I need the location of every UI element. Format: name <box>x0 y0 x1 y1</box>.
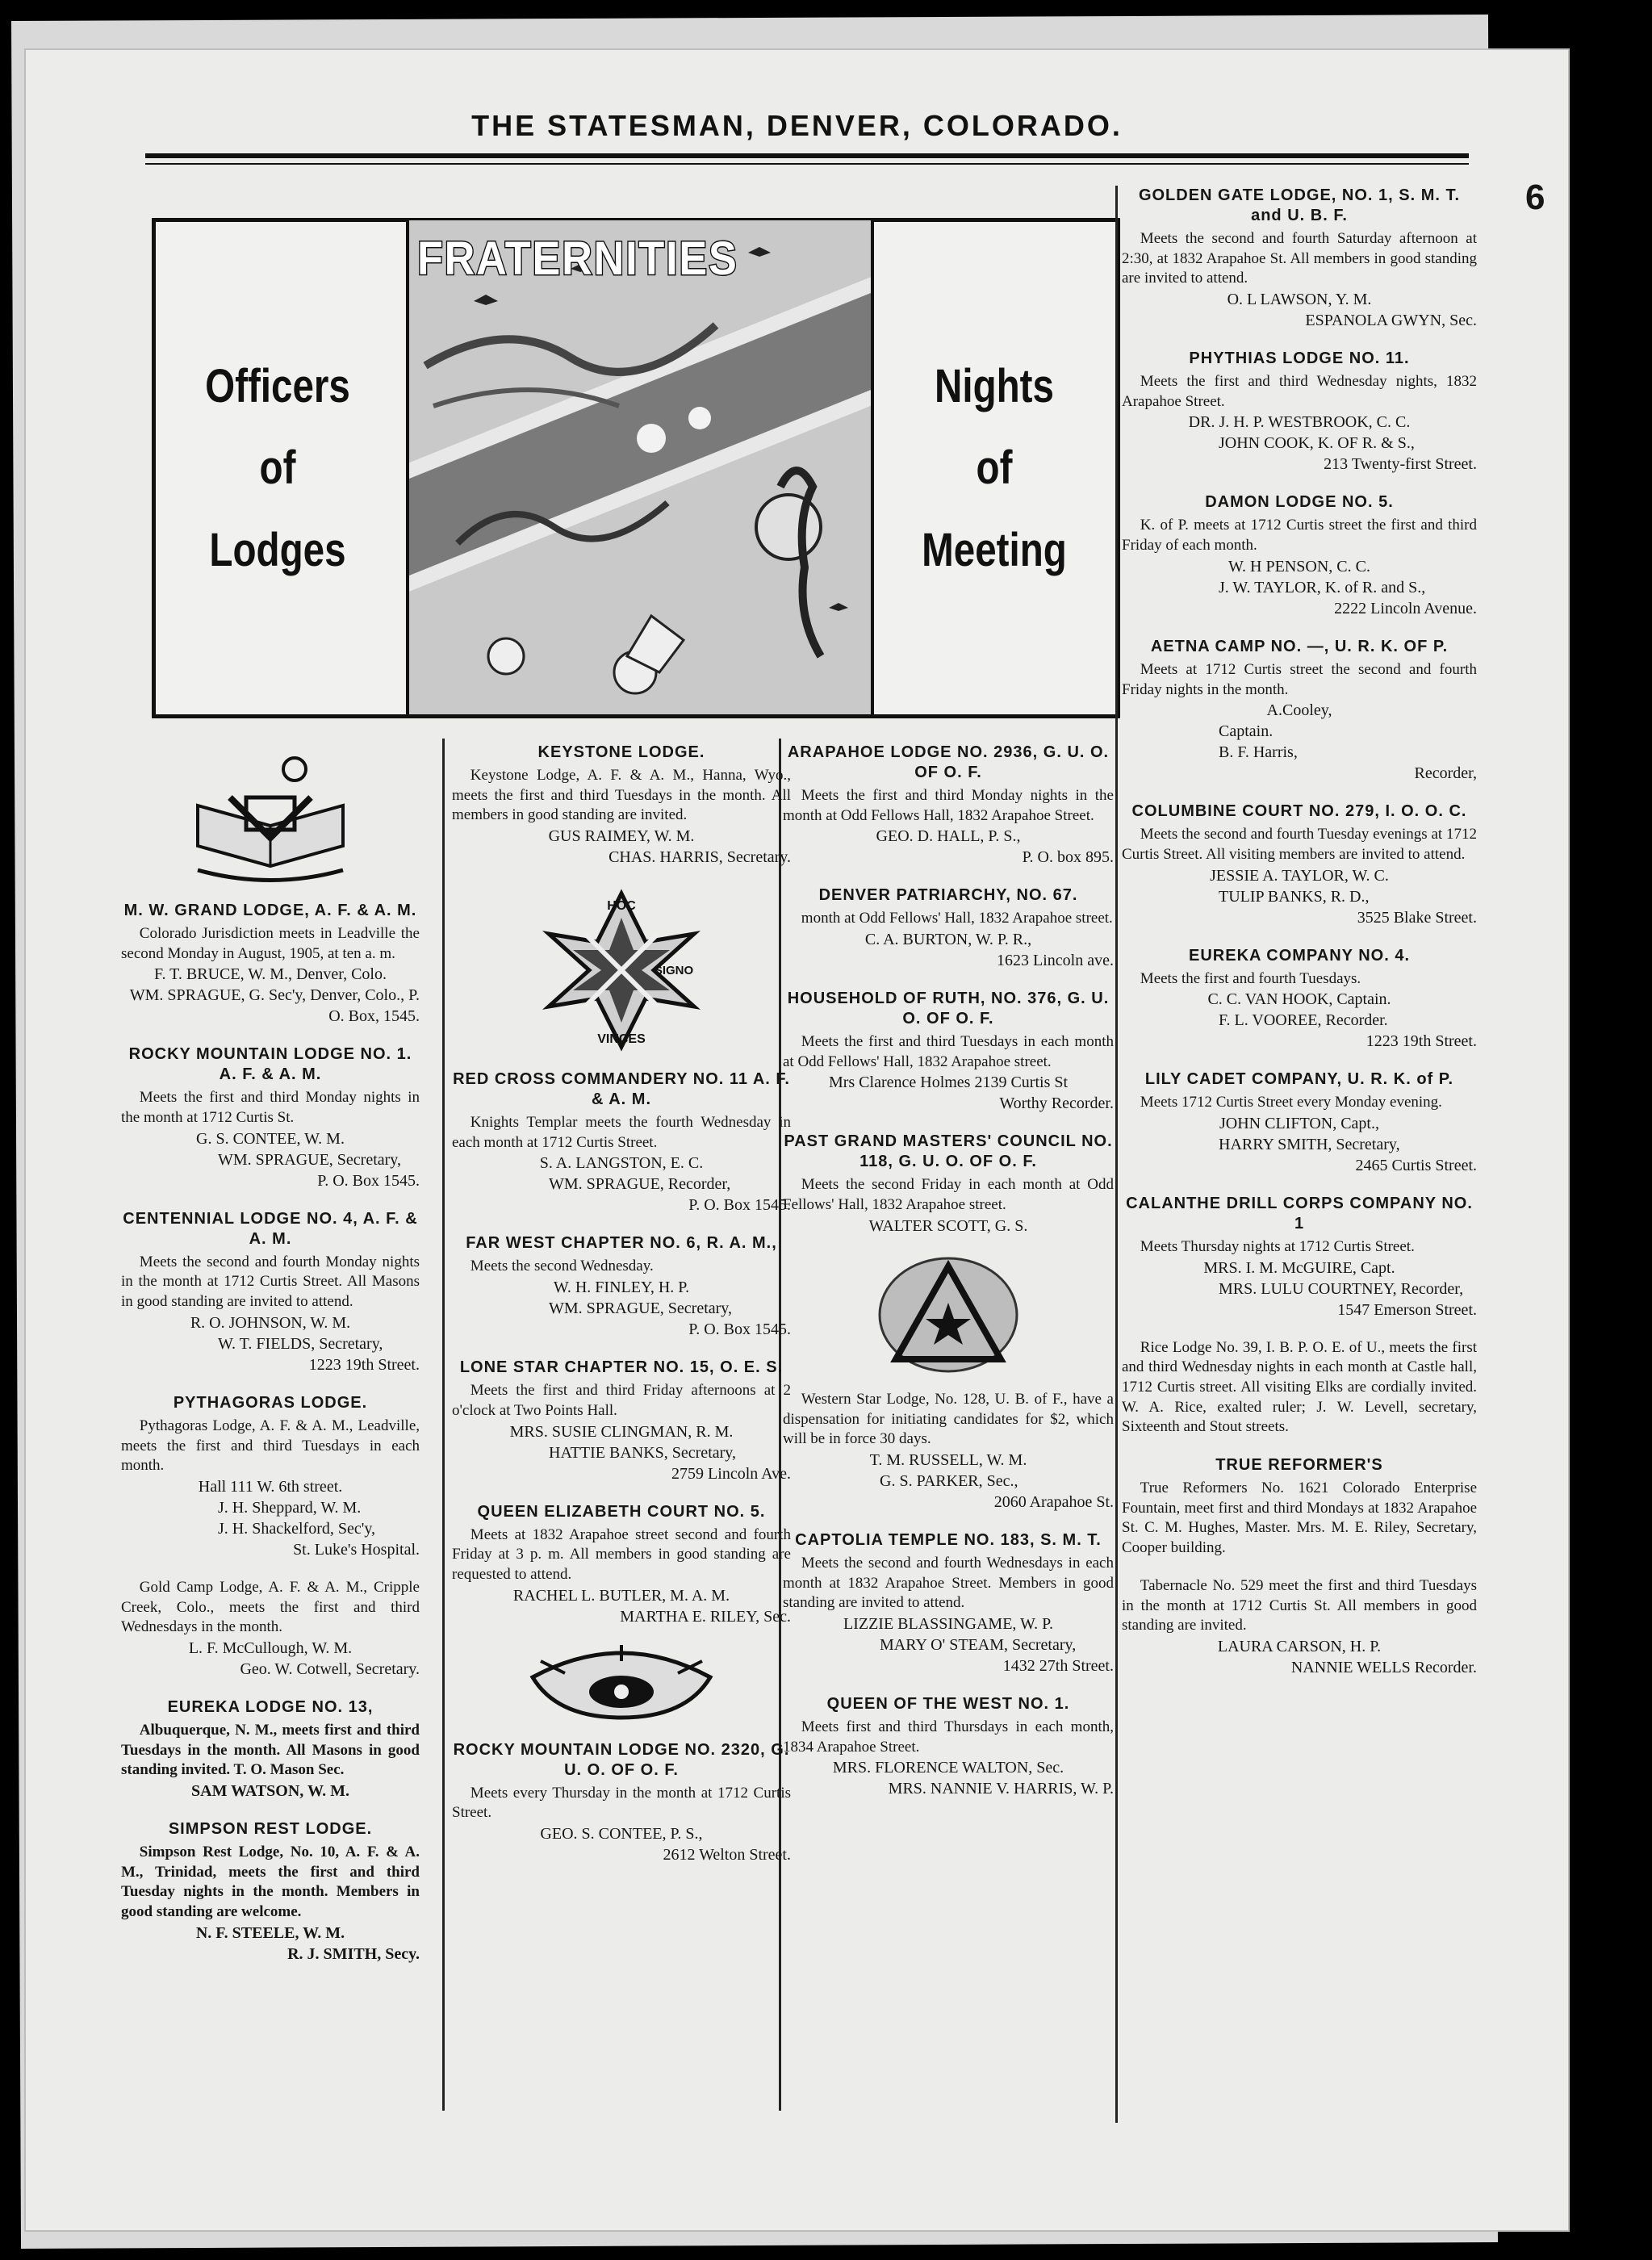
lodge-notice <box>452 743 791 868</box>
officer-signature: J. H. Shackelford, Sec'y, <box>218 1519 376 1538</box>
officer-signature: WM. SPRAGUE, Recorder, <box>549 1175 731 1194</box>
open-book-square-compass-icon <box>182 749 359 886</box>
officer-signature: RACHEL L. BUTLER, M. A. M. <box>512 1586 730 1605</box>
officer-signature: A.Cooley, <box>1266 701 1332 720</box>
officer-signature: 2222 Lincoln Avenue. <box>1334 599 1477 617</box>
notice-title: DENVER PATRIARCHY, NO. 67. <box>818 886 1078 905</box>
notice-body: K. of P. meets at 1712 Curtis street the first and third Friday of each month. <box>1122 517 1477 555</box>
officer-signature: 2465 Curtis Street. <box>1355 1156 1477 1174</box>
officer-signature: 1623 Lincoln ave. <box>997 952 1114 970</box>
officer-signature: G. S. CONTEE, W. M. <box>196 1129 345 1148</box>
notice-title: M. W. GRAND LODGE, A. F. & A. M. <box>123 902 417 919</box>
lodge-notice <box>1122 1194 1477 1320</box>
notice-title: QUEEN OF THE WEST NO. 1. <box>826 1694 1070 1713</box>
lodge-notice <box>783 1694 1114 1799</box>
officer-signature: G. S. PARKER, Sec., <box>880 1471 1018 1490</box>
lodge-notice <box>452 1740 791 1865</box>
lodge-notice <box>1122 1338 1477 1438</box>
lodge-notice <box>783 885 1114 971</box>
notice-body: month at Odd Fellows' Hall, 1832 Arapahoe street. <box>801 910 1113 927</box>
notice-body: Meets Thursday nights at 1712 Curtis Street. <box>1140 1237 1415 1255</box>
lodge-notice <box>452 1502 791 1627</box>
officer-signature: O. L LAWSON, Y. M. <box>1227 291 1372 309</box>
officer-signature: WM. SPRAGUE, Secretary, <box>549 1300 733 1318</box>
notice-title: CENTENNIAL LODGE NO. 4, A. F. & A. M. <box>123 1209 418 1248</box>
notice-body: Meets every Thursday in the month at 1712 Curtis Street. <box>452 1784 791 1822</box>
lodge-notice <box>121 1578 420 1680</box>
cross-motto-word: VINCES <box>597 1032 646 1047</box>
officer-signature: MRS. NANNIE V. HARRIS, W. P. <box>888 1780 1114 1798</box>
officer-signature: 2060 Arapahoe St. <box>993 1492 1114 1511</box>
lodge-notice <box>783 1530 1114 1676</box>
notice-body: Meets the second and fourth Monday nights in the month at 1712 Curtis Street. All Masons in good standing are invited to attend. <box>121 1253 420 1311</box>
column-2 <box>452 743 791 2220</box>
notice-title: EUREKA LODGE NO. 13, <box>167 1697 374 1716</box>
lodge-notice <box>452 1069 791 1216</box>
officer-signature: W. H PENSON, C. C. <box>1228 557 1370 575</box>
banner-left-text <box>178 222 378 714</box>
banner-right-line: Nights <box>935 359 1054 412</box>
notice-body: True Reformers No. 1621 Colorado Enterprise Fountain, meet first and third Mondays at 1832 Arapahoe St. C. M. Hughes, Master. Mrs. M. E. Riley, Secretary, Cooper building. <box>1122 1479 1477 1557</box>
officer-signature: L. F. McCullough, W. M. <box>188 1638 353 1657</box>
notice-body: Meets 1712 Curtis Street every Monday evening. <box>1140 1094 1442 1111</box>
notice-title: SIMPSON REST LODGE. <box>168 1820 373 1838</box>
lodge-notice <box>121 1044 420 1191</box>
notice-body: Meets the first and third Friday afternoons at 2 o'clock at Two Points Hall. <box>452 1382 791 1419</box>
officer-signature: JESSIE A. TAYLOR, W. C. <box>1210 866 1389 885</box>
notice-body: Albuquerque, N. M., meets first and third Tuesdays in the month. All Masons in good standing invited. T. O. Mason Sec. <box>121 1721 420 1779</box>
notice-body: Colorado Jurisdiction meets in Leadville the second Monday in August, 1905, at ten a. m. <box>121 925 420 962</box>
officer-signature: J. W. TAYLOR, K. of R. and S., <box>1219 578 1426 596</box>
page-number: 6 <box>1525 178 1545 217</box>
officer-signature: MARTHA E. RILEY, Sec. <box>620 1607 791 1626</box>
banner-left-line: Officers <box>205 359 350 412</box>
lodge-notice <box>452 1358 791 1484</box>
officer-signature: N. F. STEELE, W. M. <box>195 1923 345 1942</box>
officer-signature: NANNIE WELLS Recorder. <box>1290 1658 1477 1676</box>
notice-body: Gold Camp Lodge, A. F. & A. M., Cripple Creek, Colo., meets the first and third Wednesdays in the month. <box>121 1578 420 1636</box>
officer-signature: Geo. W. Cotwell, Secretary. <box>240 1659 420 1678</box>
lodge-notice <box>783 989 1114 1114</box>
officer-signature: MRS. FLORENCE WALTON, Sec. <box>832 1759 1064 1777</box>
masthead: THE STATESMAN, DENVER, COLORADO. <box>471 109 1123 142</box>
notice-title: ROCKY MOUNTAIN LODGE NO. 2320, G. U. O. OF O. F. <box>453 1740 790 1779</box>
column-rule <box>1115 186 1118 2123</box>
illustration-drawing <box>409 220 871 714</box>
officer-signature: 1223 19th Street. <box>308 1355 420 1374</box>
cross-motto-word: HOC <box>607 899 636 914</box>
notice-body: Meets the first and third Monday nights in the month at 1712 Curtis St. <box>121 1089 420 1127</box>
notice-title: PHYTHIAS LODGE NO. 11. <box>1189 349 1410 368</box>
notice-title: ROCKY MOUNTAIN LODGE NO. 1. A. F. & A. M. <box>128 1045 412 1084</box>
notice-title: LILY CADET COMPANY, U. R. K. of P. <box>1144 1070 1454 1089</box>
lodge-notice <box>121 901 420 1027</box>
officer-signature: LIZZIE BLASSINGAME, W. P. <box>843 1614 1053 1633</box>
cross-motto-word: SIGNO <box>654 964 694 978</box>
lodge-notice <box>1122 1455 1477 1559</box>
notice-body: Meets the second and fourth Wednesdays in each month at 1832 Arapahoe Street. Members in good standing are invited to attend. <box>783 1554 1114 1612</box>
lodge-notice <box>783 1132 1114 1236</box>
officer-signature: LAURA CARSON, H. P. <box>1217 1637 1382 1655</box>
lodge-notice <box>783 1390 1114 1513</box>
officer-signature: 213 Twenty-first Street. <box>1324 455 1477 474</box>
banner-left-line: Lodges <box>209 523 346 576</box>
officer-signature: P. O. Box 1545. <box>317 1171 420 1190</box>
officer-signature: GEO. S. CONTEE, P. S., <box>540 1824 703 1843</box>
officer-signature: C. A. BURTON, W. P. R., <box>864 931 1032 949</box>
lodge-notice <box>1122 1576 1477 1678</box>
notice-body: Western Star Lodge, No. 128, U. B. of F., have a dispensation for initiating candidates for $2, which will be in force 30 days. <box>783 1390 1114 1448</box>
officer-signature: JOHN CLIFTON, Capt., <box>1219 1114 1379 1132</box>
officer-signature: MARY O' STEAM, Secretary, <box>880 1635 1077 1654</box>
lodge-notice <box>452 1233 791 1340</box>
notice-title: PAST GRAND MASTERS' COUNCIL NO. 118, G. U. O. OF O. F. <box>784 1132 1113 1171</box>
officer-signature: WALTER SCOTT, G. S. <box>868 1216 1028 1235</box>
notice-body: Keystone Lodge, A. F. & A. M., Hanna, Wyo., meets the first and third Tuesdays in the month. All members in good standing are invited. <box>452 767 791 824</box>
officer-signature: Captain. <box>1219 722 1274 741</box>
notice-body: Tabernacle No. 529 meet the first and third Tuesdays in the month at 1712 Curtis St. All members in good standing are invited. <box>1122 1576 1477 1634</box>
officer-signature: 1223 19th Street. <box>1366 1032 1477 1051</box>
column-3 <box>783 743 1114 2220</box>
notice-body: Meets the second and fourth Saturday afternoon at 2:30, at 1832 Arapahoe St. All members in good standing are invited to attend. <box>1122 230 1477 287</box>
officer-signature: JOHN COOK, K. OF R. & S., <box>1219 434 1415 453</box>
officer-signature: DR. J. H. P. WESTBROOK, C. C. <box>1188 413 1411 432</box>
banner-right-text <box>894 222 1094 714</box>
notice-title: COLUMBINE COURT NO. 279, I. O. O. C. <box>1131 802 1467 821</box>
notice-title: FAR WEST CHAPTER NO. 6, R. A. M., <box>466 1234 777 1253</box>
officer-signature: MRS. SUSIE CLINGMAN, R. M. <box>509 1422 734 1441</box>
officer-signature: Worthy Recorder. <box>999 1094 1114 1113</box>
notice-body: Meets the first and third Tuesdays in each month at Odd Fellows' Hall, 1832 Arapahoe street. <box>783 1033 1114 1070</box>
officer-signature: SAM WATSON, W. M. <box>191 1782 349 1800</box>
illustration-title: FRATERNITIES <box>417 232 738 285</box>
officer-signature: Mrs Clarence Holmes 2139 Curtis St <box>828 1074 1069 1092</box>
column-1 <box>121 743 420 2220</box>
officer-signature: 2612 Welton Street. <box>663 1845 791 1864</box>
notice-title: PYTHAGORAS LODGE. <box>173 1393 368 1412</box>
notice-title: CALANTHE DRILL CORPS COMPANY NO. 1 <box>1126 1194 1473 1233</box>
notice-title: QUEEN ELIZABETH COURT NO. 5. <box>477 1502 766 1521</box>
lodge-notice <box>1122 349 1477 475</box>
officer-signature: S. A. LANGSTON, E. C. <box>539 1154 704 1173</box>
officer-signature: GEO. D. HALL, P. S., <box>876 827 1021 846</box>
fraternities-banner <box>152 218 1120 718</box>
officer-signature: F. T. BRUCE, W. M., Denver, Colo. <box>154 965 387 984</box>
banner-illustration <box>406 220 874 714</box>
notice-body: Meets the second Friday in each month at Odd Fellows' Hall, 1832 Arapahoe street. <box>783 1176 1114 1214</box>
officer-signature: F. L. VOOREE, Recorder. <box>1219 1011 1388 1030</box>
notice-body: Meets the first and third Monday nights in the month at Odd Fellows Hall, 1832 Arapahoe Street. <box>783 787 1114 824</box>
lodge-notice <box>1122 637 1477 784</box>
lodge-notice <box>783 743 1114 868</box>
officer-signature: R. O. JOHNSON, W. M. <box>190 1313 351 1332</box>
notice-body: Pythagoras Lodge, A. F. & A. M., Leadville, meets the first and third Tuesdays in each month. <box>121 1417 420 1475</box>
officer-signature: J. H. Sheppard, W. M. <box>218 1498 362 1517</box>
officer-signature: 1432 27th Street. <box>1002 1656 1114 1675</box>
officer-signature: T. M. RUSSELL, W. M. <box>869 1450 1027 1469</box>
lodge-notice <box>1122 801 1477 927</box>
officer-signature: W. H. FINLEY, H. P. <box>553 1279 690 1297</box>
officer-signature: 2759 Lincoln Ave. <box>671 1464 791 1483</box>
notice-title: KEYSTONE LODGE. <box>537 743 705 761</box>
notice-body: Meets at 1832 Arapahoe street second and fourth Friday at 3 p. m. All members in good standing are requested to attend. <box>452 1526 791 1583</box>
notice-body: Meets first and third Thursdays in each month, 1834 Arapahoe Street. <box>783 1718 1114 1756</box>
officer-signature: W. T. FIELDS, Secretary, <box>218 1334 383 1353</box>
notice-title: ARAPAHOE LODGE NO. 2936, G. U. O. OF O. F. <box>787 743 1110 781</box>
officer-signature: CHAS. HARRIS, Secretary. <box>609 848 791 867</box>
officer-signature: R. J. SMITH, Secy. <box>287 1944 420 1963</box>
officer-signature: HARRY SMITH, Secretary, <box>1219 1135 1400 1153</box>
notice-title: RED CROSS COMMANDERY NO. 11 A. F. & A. M. <box>453 1070 790 1109</box>
officer-signature: P. O. Box 1545. <box>688 1320 791 1339</box>
lodge-notice <box>1122 946 1477 1053</box>
officer-signature: C. C. VAN HOOK, Captain. <box>1207 990 1391 1009</box>
officer-signature: MRS. I. M. McGUIRE, Capt. <box>1203 1258 1395 1277</box>
templar-cross-icon <box>541 885 702 1055</box>
officer-signature: P. O. box 895. <box>1022 848 1114 867</box>
notice-title: EUREKA COMPANY NO. 4. <box>1189 946 1410 965</box>
officer-signature: WM. SPRAGUE, Secretary, <box>218 1150 402 1169</box>
lodge-notice <box>1122 492 1477 618</box>
officer-signature: WM. SPRAGUE, G. Sec'y, Denver, Colo., P. O. Box, 1545. <box>129 986 420 1026</box>
notice-body: Rice Lodge No. 39, I. B. P. O. E. of U., meets the first and third Wednesday nights in each month at Castle hall, 1712 Curtis street. All visiting Elks are cordially invited. W. A. Rice, exalted ruler; J. W. Levell, secretary, Sixteenth and Stout streets. <box>1122 1338 1477 1436</box>
lodge-notice <box>121 1697 420 1802</box>
officer-signature: Recorder, <box>1414 764 1477 783</box>
column-rule <box>442 739 445 2111</box>
notice-body: Meets the first and fourth Tuesdays. <box>1140 969 1361 987</box>
officer-signature: St. Luke's Hospital. <box>293 1540 420 1559</box>
lodge-notice <box>121 1209 420 1375</box>
notice-body: Meets the second Wednesday. <box>470 1258 654 1275</box>
officer-signature: 3525 Blake Street. <box>1357 908 1477 927</box>
officer-signature: 1547 Emerson Street. <box>1337 1300 1477 1319</box>
newspaper-page <box>24 48 1570 2232</box>
notice-title: AETNA CAMP NO. —, U. R. K. OF P. <box>1150 637 1449 655</box>
notice-body: Meets at 1712 Curtis street the second and fourth Friday nights in the month. <box>1122 660 1477 698</box>
notice-title: LONE STAR CHAPTER NO. 15, O. E. S. <box>459 1358 784 1377</box>
banner-right-line: of <box>976 442 1013 495</box>
banner-left-line: of <box>259 442 296 495</box>
officer-signature: MRS. LULU COURTNEY, Recorder, <box>1219 1279 1464 1298</box>
notice-body: Meets the first and third Wednesday nights, 1832 Arapahoe Street. <box>1122 373 1477 410</box>
notice-title: TRUE REFORMER'S <box>1215 1456 1383 1475</box>
notice-title: CAPTOLIA TEMPLE NO. 183, S. M. T. <box>795 1530 1102 1549</box>
officer-signature: HATTIE BANKS, Secretary, <box>549 1443 736 1462</box>
notice-title: DAMON LODGE NO. 5. <box>1205 493 1394 512</box>
notice-body: Simpson Rest Lodge, No. 10, A. F. & A. M., Trinidad, meets the first and third Tuesday nights in the month. Members in good standing are welcome. <box>121 1844 420 1921</box>
triangle-star-seal-icon <box>876 1254 1021 1375</box>
officer-signature: TULIP BANKS, R. D., <box>1219 887 1370 906</box>
notice-body: Knights Templar meets the fourth Wednesday in each month at 1712 Curtis Street. <box>452 1114 791 1151</box>
officer-signature: Hall 111 W. 6th street. <box>198 1477 343 1496</box>
notice-title: GOLDEN GATE LODGE, NO. 1, S. M. T. and U. B. F. <box>1138 186 1461 224</box>
lodge-notice <box>121 1819 420 1965</box>
column-4 <box>1122 186 1477 2228</box>
lodge-notice <box>1122 186 1477 331</box>
masthead-rule <box>145 153 1469 158</box>
banner-right-line: Meeting <box>922 523 1067 576</box>
officer-signature: P. O. Box 1545. <box>688 1196 791 1215</box>
officer-signature: B. F. Harris, <box>1219 743 1298 762</box>
notice-body: Meets the second and fourth Tuesday evenings at 1712 Curtis Street. All visiting members are invited to attend. <box>1122 826 1477 863</box>
notice-title: HOUSEHOLD OF RUTH, NO. 376, G. U. O. OF O. F. <box>787 990 1110 1028</box>
lodge-notice <box>1122 1069 1477 1176</box>
officer-signature: ESPANOLA GWYN, Sec. <box>1305 312 1477 330</box>
lodge-notice <box>121 1393 420 1560</box>
masthead-rule-thin <box>145 163 1469 165</box>
officer-signature: GUS RAIMEY, W. M. <box>548 827 695 846</box>
all-seeing-eye-icon <box>525 1645 718 1726</box>
